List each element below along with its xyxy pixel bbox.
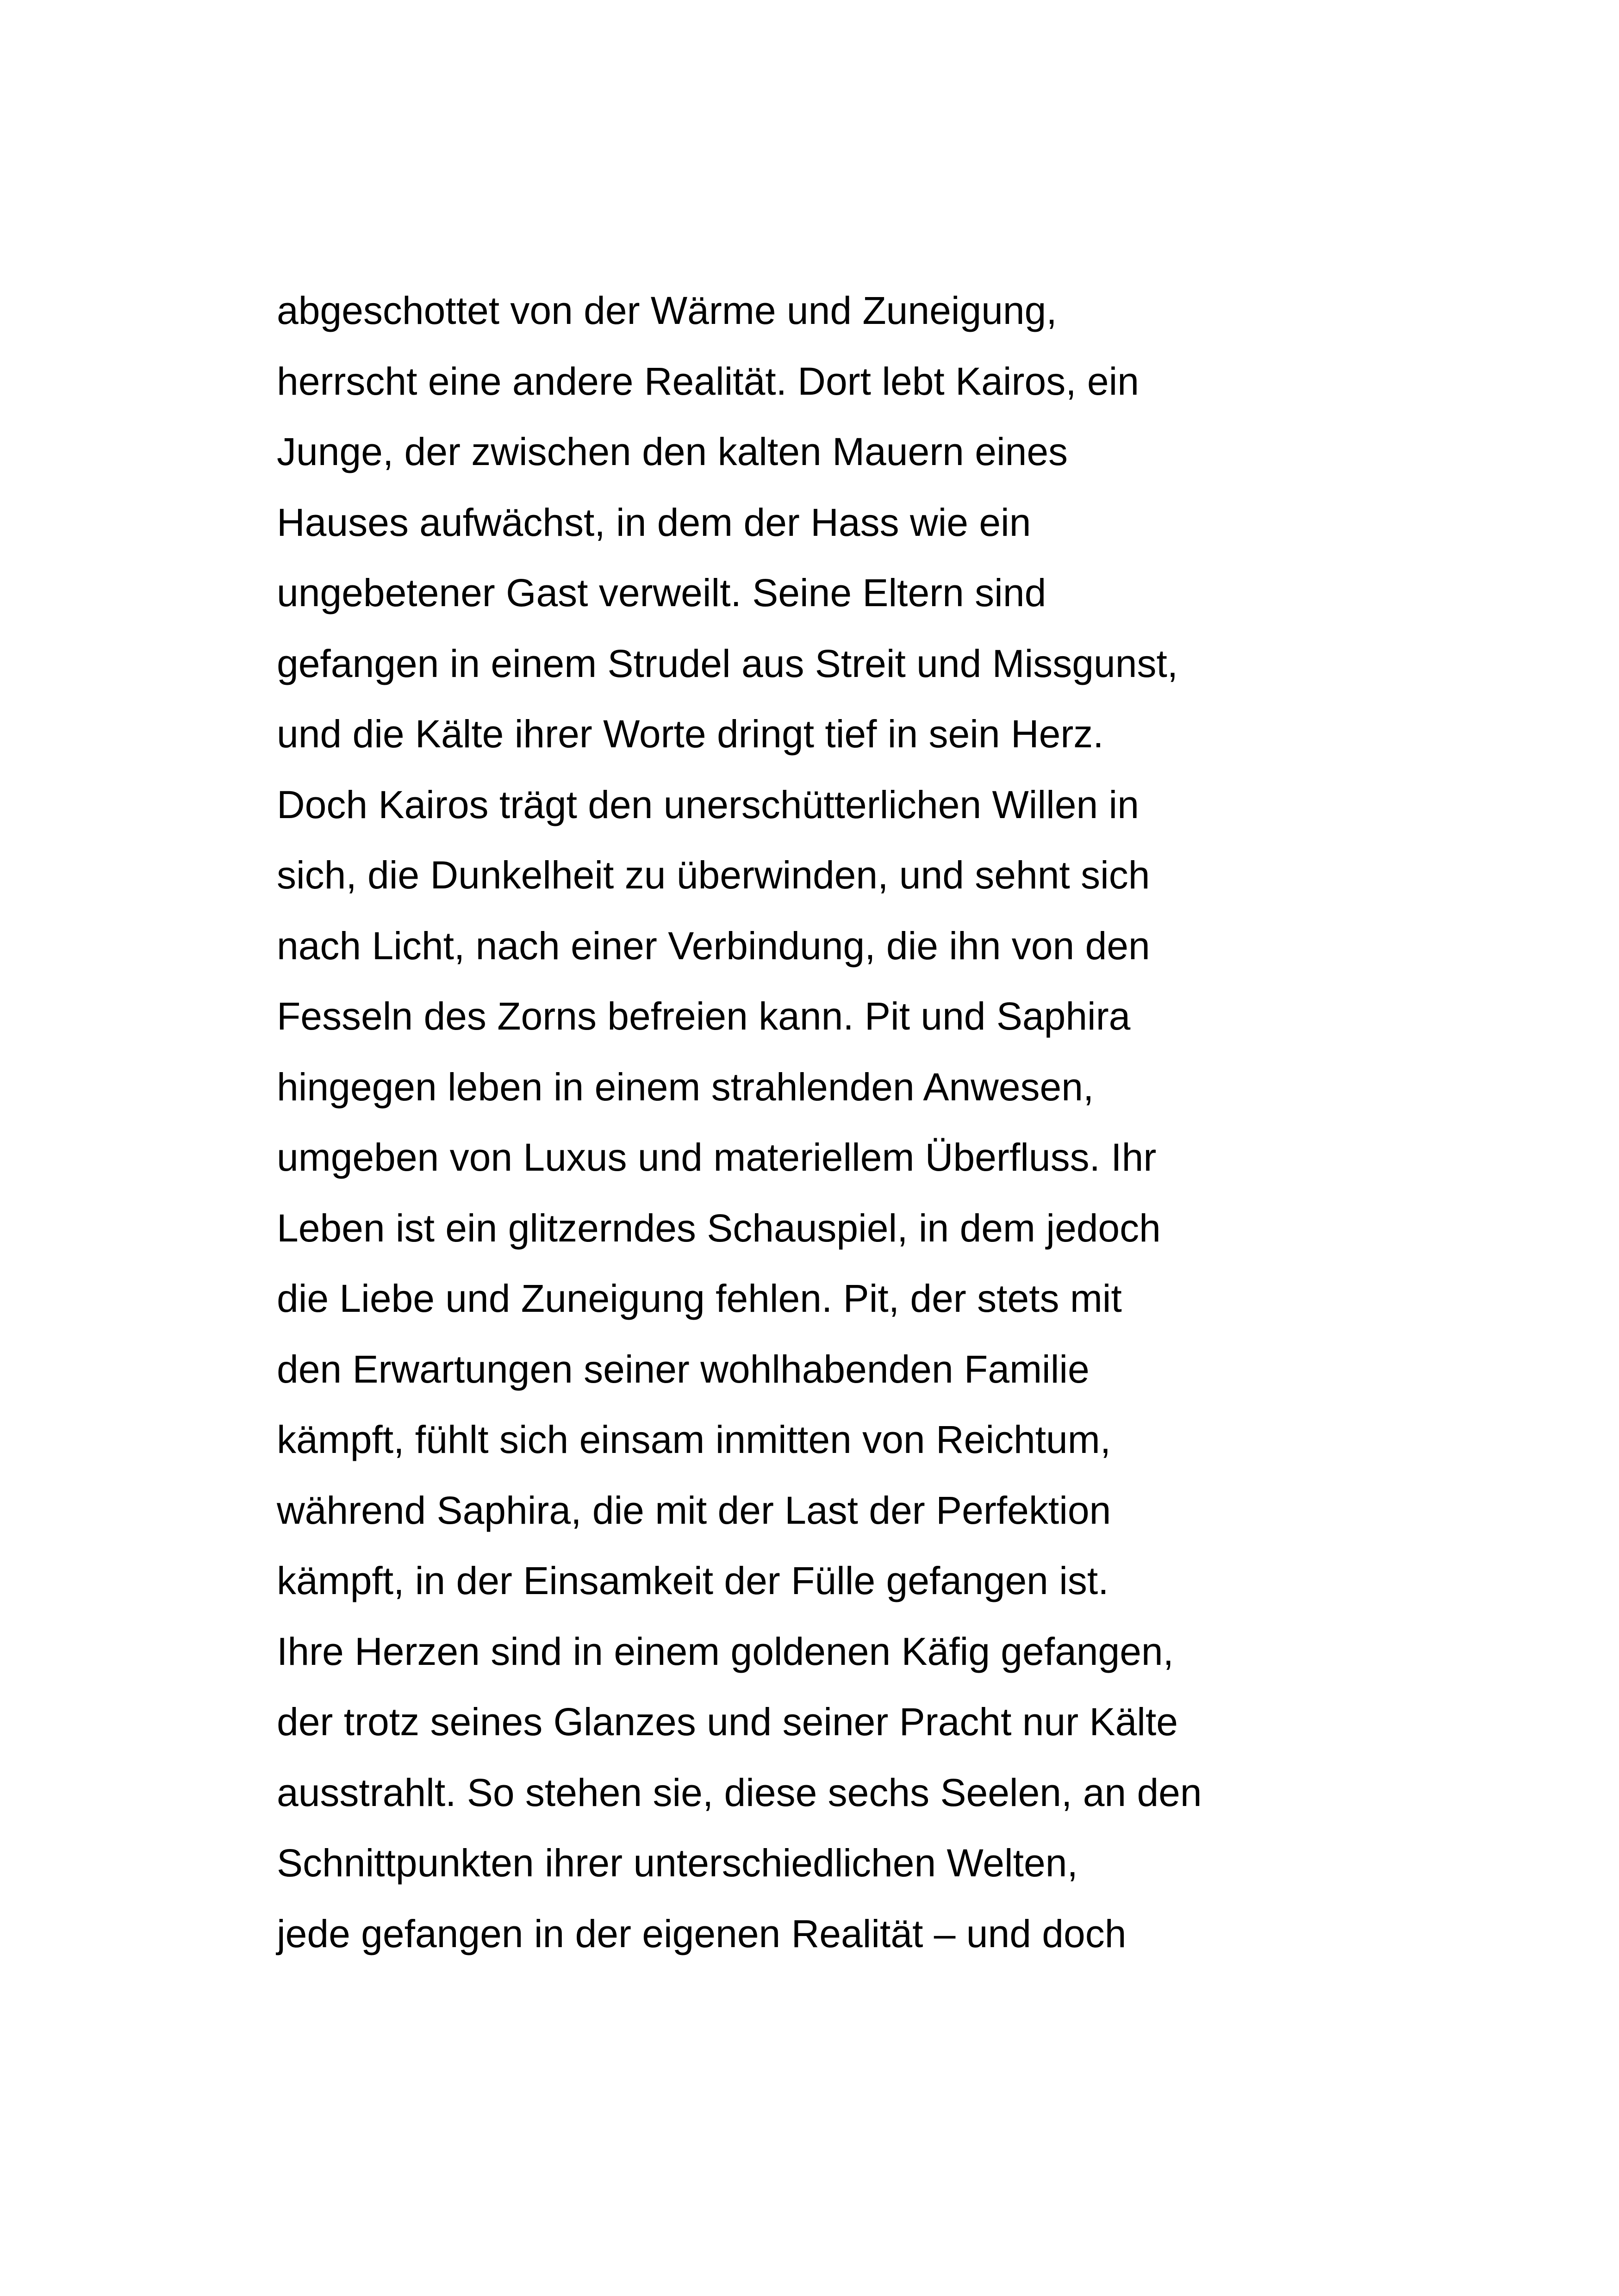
text-line: umgeben von Luxus und materiellem Überfluss. Ihr xyxy=(277,1136,1157,1179)
text-line: Hauses aufwächst, in dem der Hass wie ein xyxy=(277,500,1031,544)
text-line: herrscht eine andere Realität. Dort lebt Kairos, ein xyxy=(277,359,1139,403)
text-line: ausstrahlt. So stehen sie, diese sechs Seelen, an den xyxy=(277,1770,1202,1814)
text-line: ungebetener Gast verweilt. Seine Eltern sind xyxy=(277,571,1046,614)
text-line: abgeschottet von der Wärme und Zuneigung, xyxy=(277,289,1057,332)
text-line: sich, die Dunkelheit zu überwinden, und sehnt sich xyxy=(277,853,1150,897)
text-line: Schnittpunkten ihrer unterschiedlichen Welten, xyxy=(277,1841,1078,1885)
text-line: Fesseln des Zorns befreien kann. Pit und Saphira xyxy=(277,994,1131,1038)
text-line: Doch Kairos trägt den unerschütterlichen Willen in xyxy=(277,782,1139,826)
text-line: den Erwartungen seiner wohlhabenden Familie xyxy=(277,1347,1090,1391)
text-line: kämpft, fühlt sich einsam inmitten von Reichtum, xyxy=(277,1418,1111,1461)
text-line: jede gefangen in der eigenen Realität – und doch xyxy=(277,1911,1127,1955)
text-line: Junge, der zwischen den kalten Mauern eines xyxy=(277,430,1068,473)
text-line: gefangen in einem Strudel aus Streit und Missgunst, xyxy=(277,641,1178,685)
text-line: kämpft, in der Einsamkeit der Fülle gefangen ist. xyxy=(277,1559,1109,1602)
body-text xyxy=(277,275,1388,1969)
text-line: Ihre Herzen sind in einem goldenen Käfig gefangen, xyxy=(277,1629,1174,1673)
text-line: während Saphira, die mit der Last der Perfektion xyxy=(277,1488,1111,1532)
text-line: die Liebe und Zuneigung fehlen. Pit, der stets mit xyxy=(277,1277,1122,1320)
text-line: und die Kälte ihrer Worte dringt tief in sein Herz. xyxy=(277,712,1104,756)
text-line: hingegen leben in einem strahlenden Anwesen, xyxy=(277,1065,1094,1109)
text-line: nach Licht, nach einer Verbindung, die ihn von den xyxy=(277,924,1150,968)
text-line: der trotz seines Glanzes und seiner Pracht nur Kälte xyxy=(277,1700,1178,1744)
text-line: Leben ist ein glitzerndes Schauspiel, in dem jedoch xyxy=(277,1206,1161,1250)
